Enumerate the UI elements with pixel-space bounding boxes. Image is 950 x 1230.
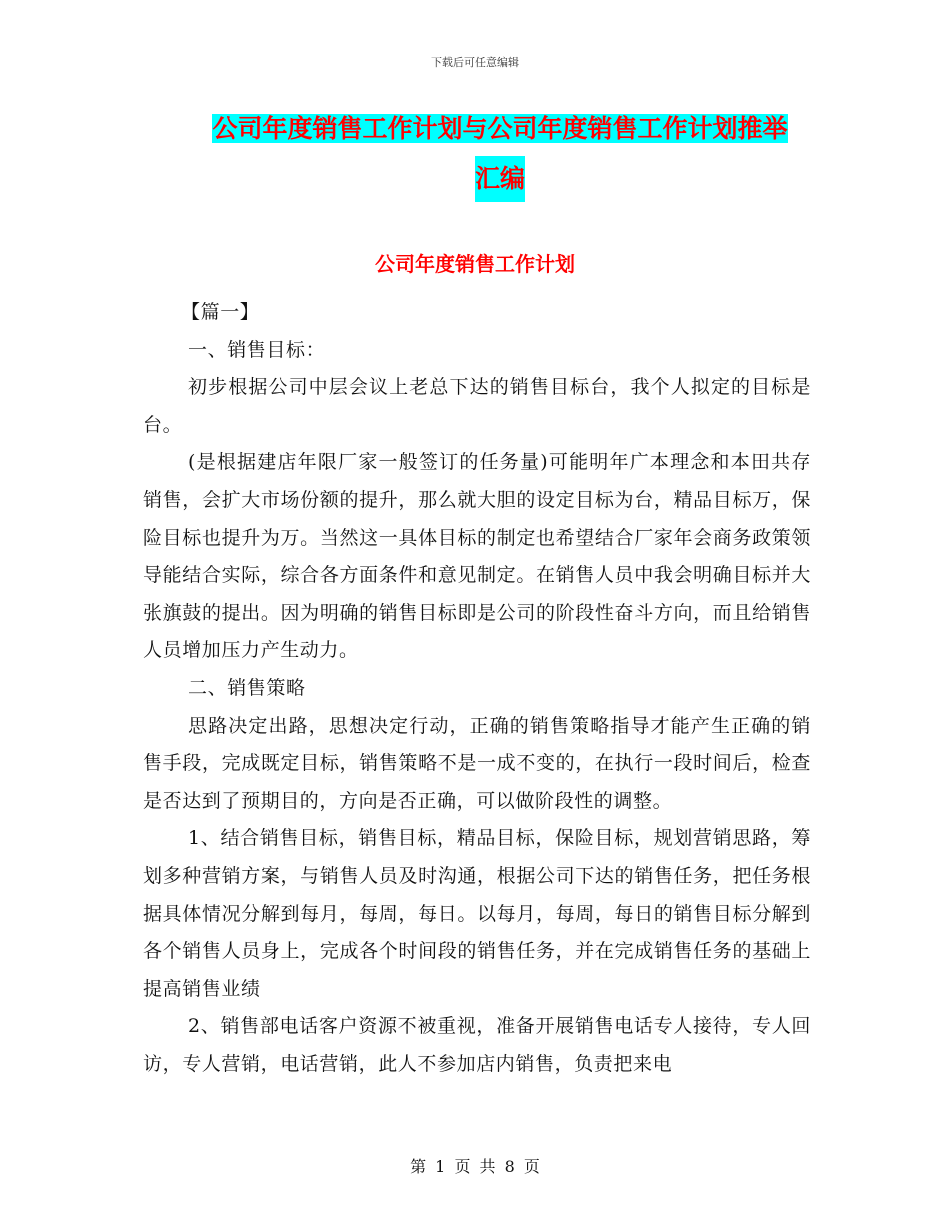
header-note: 下载后可任意编辑 xyxy=(431,56,519,69)
paragraph-heading-sales-target: 一、销售目标： xyxy=(188,338,326,361)
paragraph-section-tag: 【篇一】 xyxy=(181,301,260,323)
paragraph: 1、结合销售目标，销售目标，精品目标，保险目标，规划营销思路，筹划多种营销方案，与销售人员及时沟通，根据公司下达的销售任务，把任务根据具体情况分解到每月，每周，每日。以每月，每周，每日的销售目标分解到各个销售人员身上，完成各个时间段的销售任务，并在完成销售任务的基础上提高销售业绩 xyxy=(143,827,811,1000)
paragraph: 初步根据公司中层会议上老总下达的销售目标台，我个人拟定的目标是台。 xyxy=(143,376,811,436)
paragraph: 思路决定出路，思想决定行动，正确的销售策略指导才能产生正确的销售手段，完成既定目标，销售策略不是一成不变的，在执行一段时间后，检查是否达到了预期目的，方向是否正确，可以做阶段性的调整。 xyxy=(143,714,811,812)
body-content xyxy=(143,294,811,1083)
title-line-2: 汇编 xyxy=(475,156,525,202)
paragraph: (是根据建店年限厂家一般签订的任务量)可能明年广本理念和本田共存销售，会扩大市场份额的提升，那么就大胆的设定目标为台，精品目标万，保险目标也提升为万。当然这一具体目标的制定也希望结合厂家年会商务政策领导能结合实际，综合各方面条件和意见制定。在销售人员中我会明确目标并大张旗鼓的提出。因为明确的销售目标即是公司的阶段性奋斗方向，而且给销售人员增加压力产生动力。 xyxy=(143,451,811,662)
page-number-footer: 第 1 页 共 8 页 xyxy=(410,1157,540,1176)
paragraph-heading-sales-strategy: 二、销售策略 xyxy=(188,676,306,699)
title-line-1: 公司年度销售工作计划与公司年度销售工作计划推举 xyxy=(212,114,788,143)
paragraph: 2、销售部电话客户资源不被重视，准备开展销售电话专人接待，专人回访，专人营销，电话营销，此人不参加店内销售，负责把来电 xyxy=(143,1015,811,1075)
document-title xyxy=(140,106,860,202)
section-title: 公司年度销售工作计划 xyxy=(375,252,575,276)
